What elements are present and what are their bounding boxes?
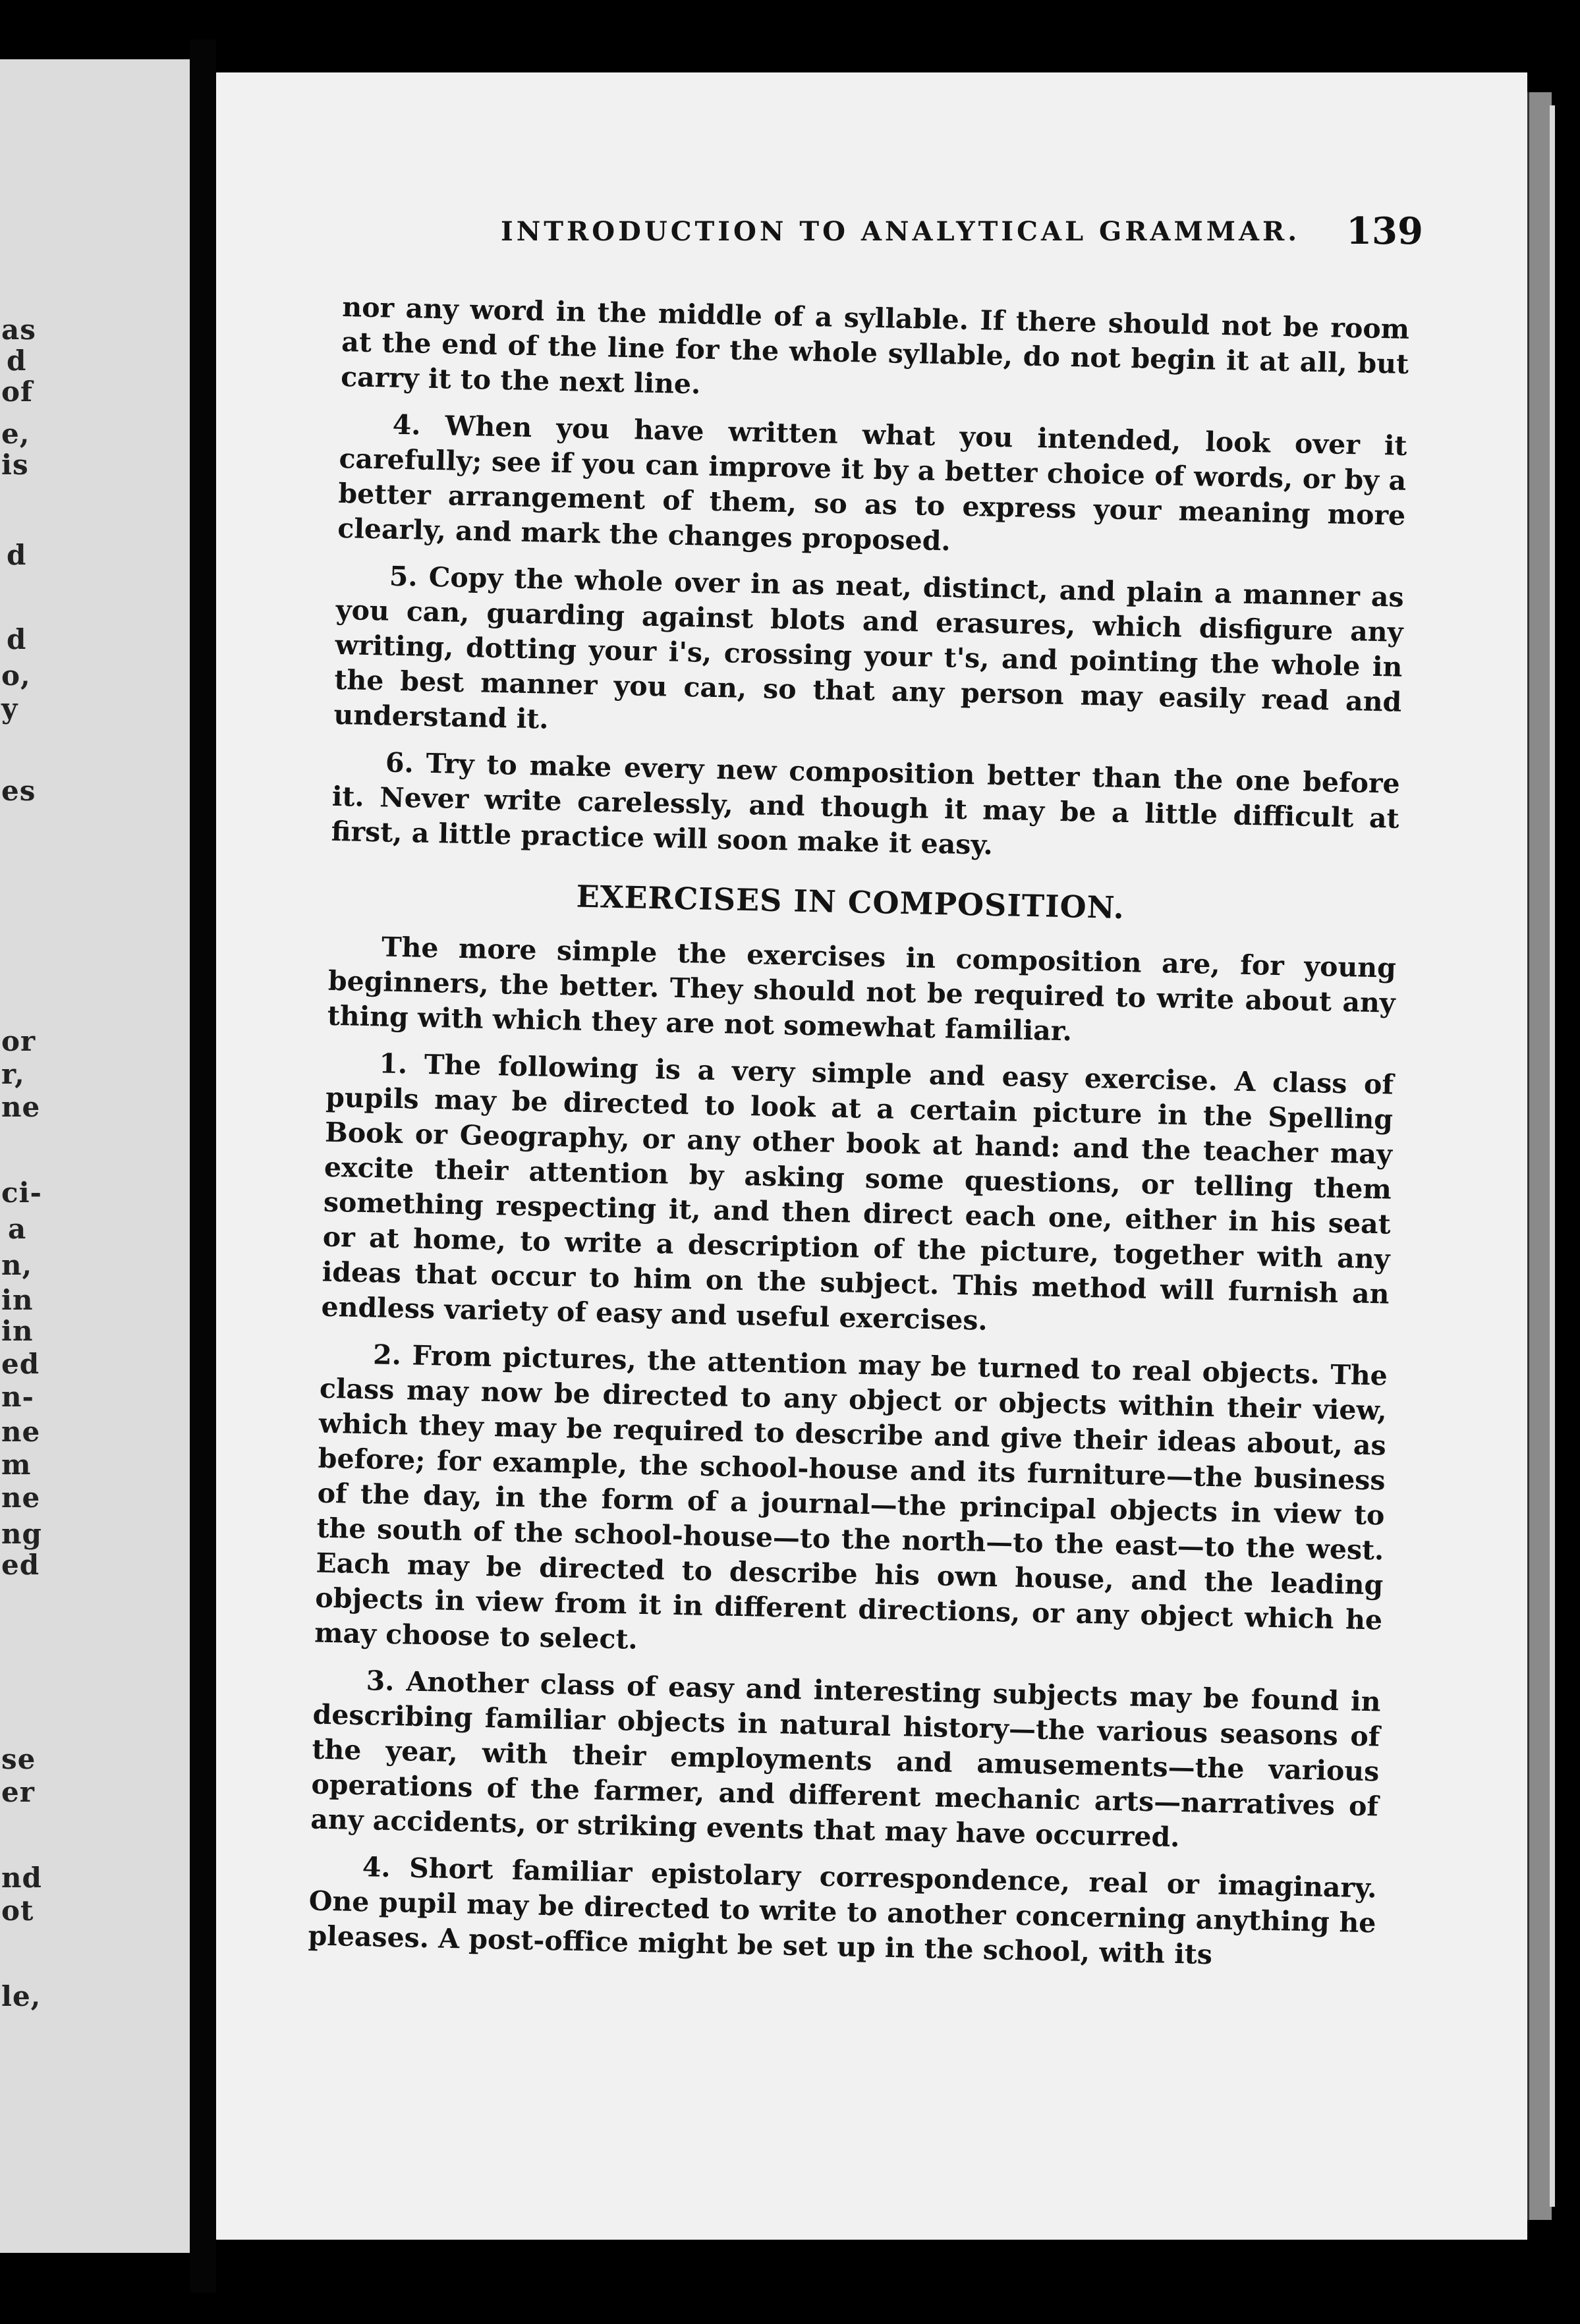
left-margin-fragment: n, <box>1 1249 33 1281</box>
left-margin-fragment: ci- <box>1 1176 42 1209</box>
left-margin-fragment: ng <box>1 1518 42 1550</box>
left-margin-fragment: d <box>7 345 27 377</box>
section-heading: EXERCISES IN COMPOSITION. <box>576 878 1125 926</box>
left-facing-page <box>0 59 190 2253</box>
paragraph: 1. The following is a very simple and easy exercise. A class of pupils may be directed to look at a certain picture in the Spelling Book or Geography, or any other book at hand: and the teacher may excite their attention by asking some questions, or telling them something respecting it, and then direct each one, either in his seat or at home, to write a description of the picture, together with any ideas that occur to him on the subject. This method will furnish an endless variety of easy and useful exercises. <box>321 1047 1394 1337</box>
paragraph: 4. Short familiar epistolary correspondence, real or imaginary. One pupil may be directed to write to another concerning anything he pleases. A post-office might be set up in the school, with its <box>308 1851 1378 1971</box>
left-margin-fragment: es <box>1 775 36 807</box>
left-margin-fragment: ot <box>1 1895 34 1927</box>
page-edge <box>1527 92 1552 2220</box>
paragraph: The more simple the exercises in composition are, for young beginners, the better. They should not be required to write about any thing with which they are not somewhat familiar. <box>327 931 1397 1047</box>
page-header <box>501 209 1423 262</box>
left-margin-fragment: in <box>1 1315 34 1347</box>
book-gutter <box>190 40 216 2292</box>
left-margin-fragment: of <box>1 375 34 408</box>
page-edge-highlight <box>1550 105 1555 2207</box>
left-margin-fragment: nd <box>1 1862 42 1894</box>
page-number: 139 <box>1346 209 1423 253</box>
left-margin-fragment: ne <box>1 1416 41 1448</box>
left-margin-fragment: er <box>1 1776 35 1808</box>
paragraph: 3. Another class of easy and interesting subjects may be found in describing familiar objects in natural history—the various seasons of the year, with their employments and amusements—the various operations of the farmer, and different mechanic arts—narratives of any accidents, or striking events that may have occurred. <box>310 1665 1381 1854</box>
page-body <box>308 290 1410 1987</box>
left-margin-fragment: ed <box>1 1348 40 1380</box>
left-margin-fragment: se <box>1 1743 36 1775</box>
left-margin-fragment: or <box>1 1025 36 1057</box>
left-margin-fragment: d <box>7 539 27 571</box>
running-head: INTRODUCTION TO ANALYTICAL GRAMMAR. <box>501 216 1301 247</box>
left-margin-fragment: ed <box>1 1549 40 1581</box>
left-margin-fragment: ne <box>1 1481 41 1514</box>
left-margin-fragment: m <box>1 1449 32 1481</box>
left-margin-fragment: r, <box>1 1058 25 1090</box>
paragraph: 5. Copy the whole over in as neat, distinct, and plain a manner as you can, guarding against blots and erasures, which disfigure any writing, dotting your i's, crossing your t's, and pointing the whole in the best manner you can, so that any person may easily read and understand it. <box>333 560 1405 735</box>
left-margin-fragment: in <box>1 1284 34 1316</box>
left-margin-fragment: ne <box>1 1091 41 1123</box>
paragraph: 4. When you have written what you intended, look over it carefully; see if you can improve it by a better choice of words, or by a better arrangement of them, so as to express your meaning more clearly, and mark the changes proposed. <box>337 408 1407 557</box>
left-margin-fragment: y <box>1 692 18 725</box>
left-margin-fragment: le, <box>1 1980 42 2012</box>
left-margin-fragment: e, <box>1 418 30 450</box>
paragraph: nor any word in the middle of a syllable. If there should not be room at the end of the line for the whole syllable, do not begin it at all, but carry it to the next line. <box>340 290 1410 401</box>
paragraph: 2. From pictures, the attention may be turned to real objects. The class may now be directed to any object or objects within their view, which they may be required to describe and give their ideas about, as before; for example, the school-house and its furniture—the business of the day, in the form of a journal—the principal objects in view to the south of the school-house—to the north—to the east—to the west. Each may be directed to describe his own house, and the leading objects in view from it in different directions, or any object which he may choose to select. <box>314 1339 1388 1655</box>
paragraph: 6. Try to make every new composition better than the one before it. Never write carelessly, and though it may be a little difficult at first, a little practice will soon make it easy. <box>331 746 1401 861</box>
left-margin-fragment: d <box>7 623 27 655</box>
left-margin-fragment: is <box>1 449 29 481</box>
left-margin-fragment: o, <box>1 659 31 692</box>
left-margin-fragment: as <box>1 314 36 346</box>
left-margin-fragment: n- <box>1 1381 34 1413</box>
left-margin-fragment: a <box>8 1213 27 1245</box>
